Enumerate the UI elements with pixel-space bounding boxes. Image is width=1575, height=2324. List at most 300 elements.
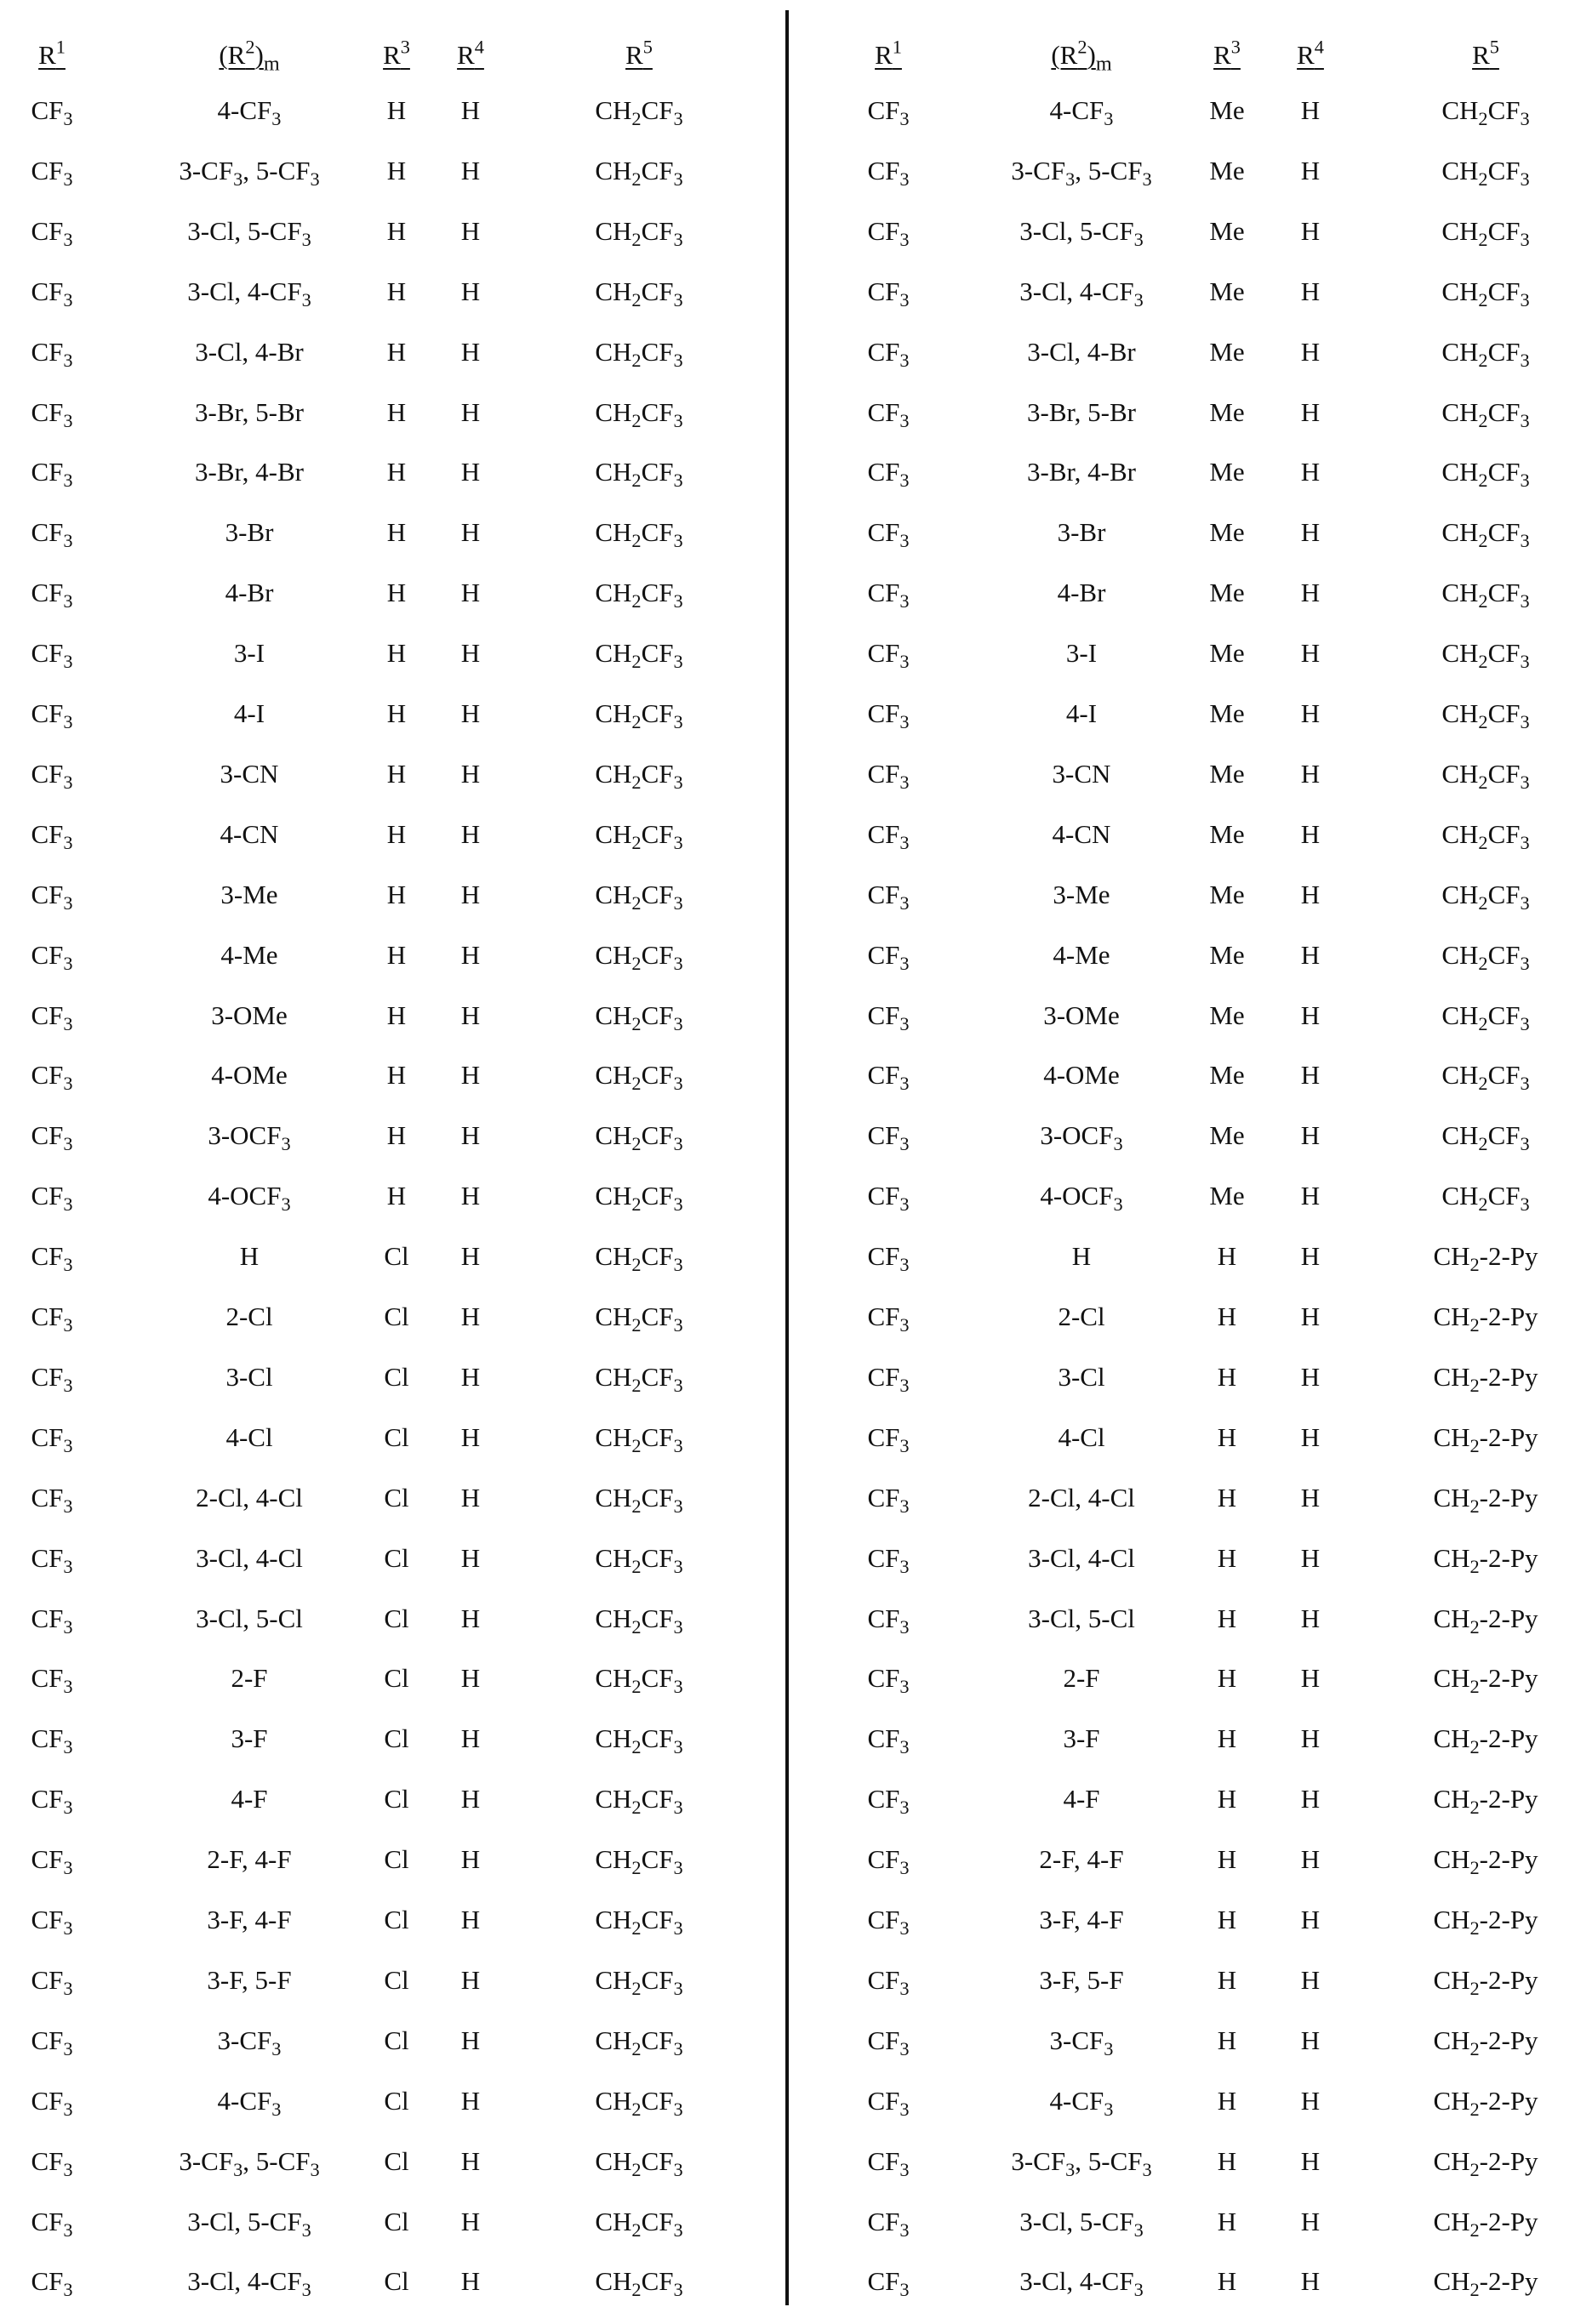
table-row (0, 1468, 787, 1528)
table-row (0, 684, 787, 743)
cell-r4: H (1300, 1302, 1321, 1331)
cell-r5: $CH_2CF_3$ (1441, 517, 1530, 552)
cell-r1: $CF_3$ (31, 2145, 73, 2180)
cell-r5: $CH_2CF_3$ (595, 698, 683, 733)
cell-r3: H (386, 1000, 407, 1030)
cell-r5: $CH_2-2-Py$ (1433, 1964, 1538, 2000)
cell-r1: $CF_3$ (31, 1723, 73, 1758)
cell-r1: $CF_3$ (31, 698, 73, 733)
table-row (790, 1890, 1575, 1950)
cell-r2m: 4-CN (220, 818, 279, 849)
cell-r3: Me (1209, 1060, 1245, 1091)
table-row (790, 141, 1575, 201)
cell-r5: $CH_2CF_3$ (595, 396, 683, 431)
cell-r1: $CF_3$ (31, 215, 73, 250)
table-row (0, 1951, 787, 2010)
cell-r3: H (1217, 1844, 1237, 1875)
cell-r2m: 3-Cl (1058, 1361, 1105, 1392)
cell-r1: $CF_3$ (867, 1421, 910, 1456)
cell-r4: H (460, 1241, 481, 1272)
cell-r4: H (460, 396, 481, 427)
header-r2m: $(R^2)_m$ (219, 36, 280, 76)
cell-r3: H (386, 879, 407, 909)
cell-r5: $CH_2CF_3$ (1441, 1181, 1530, 1216)
cell-r1: $CF_3$ (867, 1060, 910, 1095)
cell-r4: H (460, 2085, 481, 2116)
cell-r5: $CH_2-2-Py$ (1433, 2145, 1538, 2180)
cell-r3: H (1217, 1663, 1237, 1694)
cell-r5: $CH_2CF_3$ (595, 758, 683, 794)
cell-r5: $CH_2-2-Py$ (1433, 1241, 1538, 1276)
cell-r1: $CF_3$ (867, 1181, 910, 1216)
cell-r1: $CF_3$ (867, 1361, 910, 1397)
cell-r1: $CF_3$ (867, 215, 910, 250)
cell-r3: H (386, 1120, 407, 1151)
cell-r5: $CH_2CF_3$ (595, 457, 683, 492)
cell-r1: $CF_3$ (31, 1302, 73, 1336)
cell-r3: H (1217, 2206, 1237, 2236)
cell-r5: $CH_2CF_3$ (1441, 698, 1530, 733)
cell-r3: H (386, 1181, 407, 1211)
cell-r5: $CH_2-2-Py$ (1433, 1361, 1538, 1397)
cell-r2m: 3-Cl, 4-Cl (1028, 1542, 1135, 1573)
cell-r3: H (386, 578, 407, 608)
cell-r4: H (460, 638, 481, 669)
cell-r4: H (1300, 2025, 1321, 2055)
cell-r2m: 4-Cl (225, 1421, 273, 1452)
table-row (790, 262, 1575, 322)
cell-r4: H (460, 1844, 481, 1875)
table-row (0, 1769, 787, 1829)
cell-r2m: $4-OCF_3$ (208, 1181, 291, 1216)
table-row (0, 442, 787, 502)
cell-r4: H (1300, 1542, 1321, 1573)
cell-r4: H (460, 1181, 481, 1211)
cell-r2m: $3-OCF_3$ (1040, 1120, 1123, 1155)
cell-r5: $CH_2CF_3$ (595, 336, 683, 371)
cell-r2m: 3-Br (225, 517, 274, 548)
cell-r1: $CF_3$ (867, 1905, 910, 1940)
cell-r3: Me (1209, 1120, 1245, 1151)
header-r1: $R^1$ (38, 36, 66, 70)
cell-r4: H (1300, 758, 1321, 789)
cell-r2m: 3-F, 4-F (207, 1905, 292, 1934)
cell-r5: $CH_2CF_3$ (595, 1421, 683, 1456)
cell-r3: H (386, 336, 407, 367)
cell-r2m: 3-F (231, 1723, 268, 1754)
cell-r5: $CH_2CF_3$ (595, 1723, 683, 1758)
cell-r2m: $3-CF_3$, $5-CF_3$ (1011, 155, 1152, 191)
cell-r3: Me (1209, 396, 1245, 427)
cell-r2m: $3-CF_3$, $5-CF_3$ (1011, 2145, 1152, 2180)
table-row (0, 805, 787, 864)
cell-r3: Cl (384, 2266, 409, 2297)
cell-r2m: 4-OMe (1043, 1060, 1120, 1091)
cell-r5: $CH_2CF_3$ (595, 1482, 683, 1517)
cell-r5: $CH_2CF_3$ (595, 1542, 683, 1577)
table-row (790, 1709, 1575, 1769)
cell-r5: $CH_2CF_3$ (595, 1181, 683, 1216)
header-r5: $R^5$ (1472, 36, 1499, 70)
cell-r5: $CH_2CF_3$ (595, 517, 683, 552)
cell-r5: $CH_2CF_3$ (1441, 1120, 1530, 1155)
table-row (0, 81, 787, 140)
table-right-half (790, 0, 1575, 2324)
cell-r5: $CH_2CF_3$ (1441, 155, 1530, 191)
cell-r1: $CF_3$ (867, 336, 910, 371)
cell-r5: $CH_2CF_3$ (595, 1603, 683, 1638)
cell-r3: Cl (384, 2085, 409, 2116)
cell-r3: H (1217, 1542, 1237, 1573)
cell-r5: $CH_2CF_3$ (595, 2085, 683, 2120)
cell-r2m: 3-Me (220, 879, 278, 909)
cell-r3: Me (1209, 1181, 1245, 1211)
cell-r4: H (460, 2025, 481, 2055)
cell-r5: $CH_2-2-Py$ (1433, 2025, 1538, 2059)
cell-r4: H (460, 276, 481, 306)
cell-r2m: 4-I (233, 698, 265, 728)
cell-r2m: $4-CF_3$ (217, 2085, 282, 2120)
cell-r1: $CF_3$ (867, 578, 910, 612)
table-row (790, 442, 1575, 502)
cell-r2m: 3-F, 4-F (1039, 1905, 1124, 1934)
table-row (790, 1649, 1575, 1708)
cell-r4: H (1300, 698, 1321, 728)
cell-r3: H (1217, 1421, 1237, 1452)
cell-r1: $CF_3$ (867, 1603, 910, 1638)
cell-r5: $CH_2CF_3$ (595, 1844, 683, 1879)
cell-r2m: $4-CF_3$ (217, 95, 282, 130)
cell-r3: Me (1209, 215, 1245, 246)
cell-r1: $CF_3$ (31, 1482, 73, 1517)
cell-r3: Cl (384, 2145, 409, 2176)
table-row (0, 2071, 787, 2131)
cell-r5: $CH_2CF_3$ (1441, 215, 1530, 250)
cell-r5: $CH_2-2-Py$ (1433, 1603, 1538, 1638)
table-row (0, 986, 787, 1045)
cell-r2m: 3-Br, 5-Br (1027, 396, 1136, 427)
cell-r5: $CH_2-2-Py$ (1433, 1723, 1538, 1758)
cell-r5: $CH_2CF_3$ (595, 1905, 683, 1940)
header-r2m: $(R^2)_m$ (1051, 36, 1112, 76)
table-row (790, 1227, 1575, 1286)
cell-r4: H (1300, 457, 1321, 487)
cell-r4: H (1300, 1603, 1321, 1633)
table-row (790, 1106, 1575, 1165)
cell-r4: H (1300, 336, 1321, 367)
header-r4: $R^4$ (457, 36, 484, 70)
cell-r4: H (460, 1421, 481, 1452)
cell-r5: $CH_2-2-Py$ (1433, 1663, 1538, 1698)
table-row (790, 684, 1575, 743)
cell-r1: $CF_3$ (867, 1964, 910, 2000)
cell-r2m: 3-Cl, $4-CF_3$ (187, 276, 311, 310)
table-row (790, 2132, 1575, 2191)
cell-r5: $CH_2CF_3$ (595, 2145, 683, 2180)
cell-r4: H (460, 578, 481, 608)
cell-r3: H (1217, 1723, 1237, 1754)
cell-r1: $CF_3$ (867, 276, 910, 310)
cell-r2m: 2-Cl (225, 1302, 273, 1331)
cell-r5: $CH_2CF_3$ (595, 939, 683, 974)
cell-r1: $CF_3$ (31, 1000, 73, 1034)
table-row (0, 1227, 787, 1286)
cell-r3: H (1217, 1361, 1237, 1392)
cell-r1: $CF_3$ (31, 879, 73, 914)
cell-r2m: 2-F, 4-F (1039, 1844, 1124, 1875)
cell-r5: $CH_2-2-Py$ (1433, 2085, 1538, 2120)
cell-r2m: 4-Br (1057, 578, 1106, 608)
cell-r1: $CF_3$ (31, 1784, 73, 1819)
cell-r2m: 3-Me (1053, 879, 1110, 909)
cell-r1: $CF_3$ (31, 2206, 73, 2241)
cell-r4: H (460, 939, 481, 970)
cell-r5: $CH_2CF_3$ (595, 155, 683, 191)
table-row (790, 1951, 1575, 2010)
cell-r1: $CF_3$ (867, 1302, 910, 1336)
cell-r3: Me (1209, 95, 1245, 125)
cell-r4: H (1300, 2206, 1321, 2236)
cell-r5: $CH_2CF_3$ (595, 818, 683, 853)
cell-r2m: 2-Cl, 4-Cl (1028, 1482, 1135, 1512)
cell-r3: Me (1209, 155, 1245, 185)
table-row (790, 1287, 1575, 1347)
cell-r3: H (386, 155, 407, 185)
cell-r4: H (1300, 1000, 1321, 1030)
cell-r3: H (386, 698, 407, 728)
cell-r4: H (1300, 939, 1321, 970)
table-row (0, 926, 787, 985)
cell-r3: H (386, 457, 407, 487)
cell-r1: $CF_3$ (867, 2145, 910, 2180)
cell-r3: H (1217, 1603, 1237, 1633)
cell-r1: $CF_3$ (31, 95, 73, 130)
cell-r2m: 4-Cl (1058, 1421, 1105, 1452)
table-row (790, 81, 1575, 140)
cell-r3: Me (1209, 1000, 1245, 1030)
cell-r4: H (1300, 1361, 1321, 1392)
table-row (0, 1649, 787, 1708)
cell-r5: $CH_2CF_3$ (595, 1964, 683, 2000)
cell-r5: $CH_2CF_3$ (1441, 638, 1530, 673)
table-row (0, 1045, 787, 1105)
cell-r1: $CF_3$ (31, 2266, 73, 2301)
cell-r2m: 4-F (1063, 1784, 1100, 1814)
cell-r3: H (1217, 1964, 1237, 1995)
cell-r3: H (386, 758, 407, 789)
cell-r1: $CF_3$ (31, 276, 73, 310)
cell-r3: H (1217, 2145, 1237, 2176)
cell-r1: $CF_3$ (867, 939, 910, 974)
table-row (0, 202, 787, 261)
cell-r2m: 3-Cl, 4-Br (1027, 336, 1136, 367)
table-row (0, 1709, 787, 1769)
cell-r2m: 3-Cl, $4-CF_3$ (187, 2266, 311, 2301)
cell-r5: $CH_2-2-Py$ (1433, 1421, 1538, 1456)
cell-r3: H (1217, 2266, 1237, 2297)
cell-r1: $CF_3$ (867, 758, 910, 794)
cell-r4: H (460, 457, 481, 487)
cell-r5: $CH_2CF_3$ (595, 2025, 683, 2059)
cell-r1: $CF_3$ (31, 517, 73, 552)
cell-r1: $CF_3$ (31, 1181, 73, 1216)
cell-r2m: $4-CF_3$ (1049, 2085, 1114, 2120)
table-row (0, 744, 787, 804)
cell-r4: H (460, 1361, 481, 1392)
cell-r1: $CF_3$ (31, 1663, 73, 1698)
table-row (0, 2192, 787, 2252)
cell-r3: Cl (384, 1964, 409, 1995)
cell-r3: H (1217, 2085, 1237, 2116)
cell-r4: H (1300, 215, 1321, 246)
cell-r1: $CF_3$ (867, 1844, 910, 1879)
cell-r5: $CH_2CF_3$ (1441, 457, 1530, 492)
cell-r2m: 3-Br (1057, 517, 1106, 548)
cell-r5: $CH_2CF_3$ (595, 1120, 683, 1155)
cell-r2m: 3-Cl, $5-CF_3$ (1019, 215, 1144, 250)
cell-r3: Me (1209, 638, 1245, 669)
cell-r4: H (460, 215, 481, 246)
cell-r2m: $4-OCF_3$ (1040, 1181, 1123, 1216)
table-row (0, 1830, 787, 1889)
cell-r2m: 4-Br (225, 578, 274, 608)
cell-r2m: 3-Cl, 4-Br (195, 336, 304, 367)
cell-r2m: 3-CN (1052, 758, 1111, 789)
cell-r5: $CH_2CF_3$ (1441, 818, 1530, 853)
table-row (790, 2011, 1575, 2071)
cell-r2m: H (1071, 1241, 1092, 1272)
cell-r2m: $4-CF_3$ (1049, 95, 1114, 130)
cell-r2m: 2-F (231, 1663, 268, 1694)
cell-r2m: 3-OMe (1043, 1000, 1120, 1030)
cell-r5: $CH_2CF_3$ (595, 1361, 683, 1397)
cell-r1: $CF_3$ (31, 396, 73, 431)
cell-r4: H (1300, 1723, 1321, 1754)
table-row (0, 1166, 787, 1226)
cell-r2m: 3-Cl, 5-Cl (196, 1603, 303, 1633)
cell-r4: H (1300, 155, 1321, 185)
cell-r4: H (460, 95, 481, 125)
cell-r4: H (1300, 818, 1321, 849)
cell-r4: H (1300, 578, 1321, 608)
cell-r2m: 4-Me (220, 939, 278, 970)
cell-r3: Me (1209, 758, 1245, 789)
table-row (0, 865, 787, 925)
column-divider (785, 10, 789, 2305)
cell-r2m: 3-Br, 5-Br (195, 396, 304, 427)
cell-r2m: $3-CF_3$ (1049, 2025, 1114, 2059)
cell-r3: Cl (384, 1482, 409, 1512)
cell-r3: H (1217, 1241, 1237, 1272)
cell-r3: Me (1209, 276, 1245, 306)
table-row (790, 865, 1575, 925)
cell-r4: H (460, 1663, 481, 1694)
cell-r3: H (386, 1060, 407, 1091)
cell-r3: Cl (384, 1603, 409, 1633)
table-row (790, 744, 1575, 804)
cell-r4: H (460, 818, 481, 849)
table-row (0, 1529, 787, 1588)
cell-r4: H (460, 1120, 481, 1151)
cell-r5: $CH_2-2-Py$ (1433, 1542, 1538, 1577)
cell-r1: $CF_3$ (867, 698, 910, 733)
cell-r3: H (386, 638, 407, 669)
cell-r2m: 3-I (1065, 638, 1098, 669)
cell-r1: $CF_3$ (31, 1603, 73, 1638)
table-row (0, 141, 787, 201)
cell-r1: $CF_3$ (867, 1482, 910, 1517)
cell-r5: $CH_2CF_3$ (595, 276, 683, 310)
cell-r2m: 3-F, 5-F (1039, 1964, 1124, 1995)
cell-r3: Me (1209, 939, 1245, 970)
cell-r4: H (1300, 879, 1321, 909)
cell-r3: Cl (384, 1421, 409, 1452)
cell-r3: Cl (384, 1663, 409, 1694)
cell-r5: $CH_2-2-Py$ (1433, 2206, 1538, 2241)
table-row (790, 322, 1575, 382)
cell-r1: $CF_3$ (867, 155, 910, 191)
cell-r5: $CH_2CF_3$ (595, 638, 683, 673)
table-row (0, 1106, 787, 1165)
cell-r5: $CH_2CF_3$ (1441, 758, 1530, 794)
cell-r2m: 3-CN (220, 758, 279, 789)
cell-r2m: $3-CF_3$ (217, 2025, 282, 2059)
cell-r1: $CF_3$ (31, 578, 73, 612)
cell-r2m: 3-Cl, $5-CF_3$ (1019, 2206, 1144, 2241)
cell-r2m: 2-F (1063, 1663, 1100, 1694)
cell-r5: $CH_2-2-Py$ (1433, 1302, 1538, 1336)
cell-r1: $CF_3$ (867, 1784, 910, 1819)
table-row (0, 563, 787, 623)
cell-r4: H (460, 1784, 481, 1814)
cell-r5: $CH_2CF_3$ (595, 2206, 683, 2241)
table-row (790, 383, 1575, 442)
header-r1: $R^1$ (875, 36, 902, 70)
cell-r1: $CF_3$ (867, 2085, 910, 2120)
table-row (0, 2011, 787, 2071)
cell-r4: H (460, 2266, 481, 2297)
cell-r1: $CF_3$ (867, 95, 910, 130)
cell-r3: Me (1209, 818, 1245, 849)
cell-r2m: 2-Cl (1058, 1302, 1105, 1331)
cell-r1: $CF_3$ (867, 517, 910, 552)
table-row (790, 563, 1575, 623)
table-row (790, 624, 1575, 683)
table-row (790, 805, 1575, 864)
cell-r4: H (460, 1603, 481, 1633)
cell-r5: $CH_2CF_3$ (1441, 336, 1530, 371)
header-row (0, 26, 787, 85)
cell-r2m: 2-F, 4-F (207, 1844, 292, 1875)
cell-r5: $CH_2CF_3$ (1441, 1060, 1530, 1095)
cell-r3: Cl (384, 1723, 409, 1754)
table-row (790, 1769, 1575, 1829)
cell-r3: H (386, 215, 407, 246)
cell-r2m: 3-OMe (211, 1000, 288, 1030)
cell-r5: $CH_2CF_3$ (1441, 276, 1530, 310)
cell-r2m: 4-CN (1052, 818, 1111, 849)
cell-r5: $CH_2-2-Py$ (1433, 2266, 1538, 2301)
cell-r4: H (460, 155, 481, 185)
cell-r1: $CF_3$ (867, 2206, 910, 2241)
cell-r1: $CF_3$ (31, 939, 73, 974)
cell-r4: H (1300, 2145, 1321, 2176)
cell-r4: H (1300, 396, 1321, 427)
cell-r3: Cl (384, 1241, 409, 1272)
cell-r2m: 3-Br, 4-Br (195, 457, 304, 487)
cell-r5: $CH_2-2-Py$ (1433, 1844, 1538, 1879)
cell-r1: $CF_3$ (867, 457, 910, 492)
